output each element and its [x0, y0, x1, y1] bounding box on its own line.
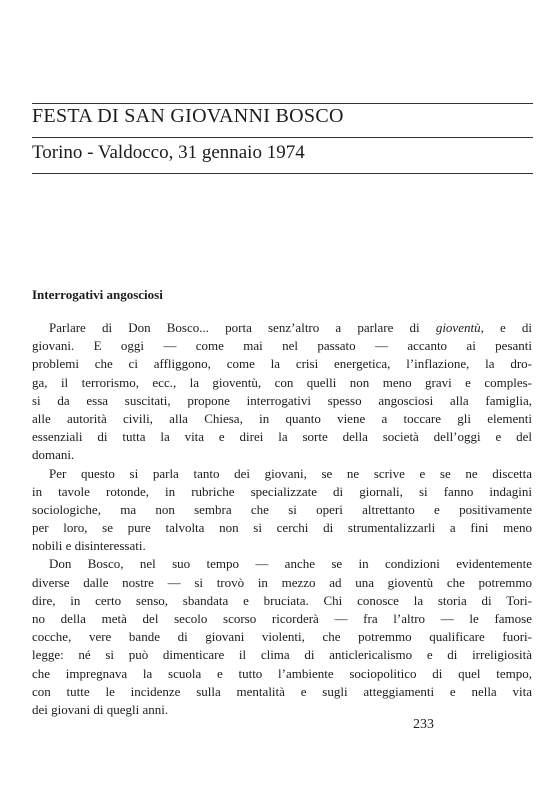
body-line: diverse dalle nostre — si trovò in mezzo ad una gioventù che potremmo [32, 574, 532, 590]
body-line: legge: né si può dimenticare il clima di anticlericalismo e di irreligiosità [32, 647, 532, 663]
page-number: 233 [413, 717, 434, 732]
header-top-rule [32, 103, 533, 104]
body-line: che impregnava la scuola e tutto l’ambiente sociopolitico di quel tempo, [32, 665, 532, 681]
body-line: essenziali di tutta la vita e direi la sorte della società dell’oggi e del [32, 429, 532, 445]
header-middle-rule [32, 137, 533, 138]
body-line: dei giovani di quegli anni. [32, 701, 169, 717]
page-title: FESTA DI SAN GIOVANNI BOSCO [32, 105, 344, 127]
body-line: alle autorità civili, alla Chiesa, in quanto viene a toccare gli elementi [32, 410, 532, 426]
body-line: nobili e disinteressati. [32, 538, 146, 554]
body-line: con tutte le incidenze sulla mentalità e sugli atteggiamenti e nella vita [32, 683, 532, 699]
body-line: in tavole rotonde, in rubriche specializzate di giornali, si fanno indagini [32, 483, 532, 499]
body-line: domani. [32, 447, 75, 463]
body-line: Per questo si parla tanto dei giovani, se ne scrive e se ne discetta [49, 465, 532, 481]
emphasized-word: gioventù [435, 320, 481, 335]
body-line: ga, il terrorismo, ecc., la gioventù, con quelli non meno gravi e comples- [32, 374, 532, 390]
body-text [32, 319, 532, 719]
body-line: per loro, se pure talvolta non si cerchi di strumentalizzarli a fini meno [32, 520, 532, 536]
body-line: giovani. E oggi — come mai nel passato — accanto ai pesanti [32, 338, 532, 354]
header-bottom-rule [32, 173, 533, 174]
body-line: dire, in certo senso, sbandata e bruciata. Chi conosce la storia di Tori- [32, 592, 532, 608]
body-line: cocche, vere bande di giovani violenti, che potremmo qualificare fuori- [32, 629, 532, 645]
body-line: problemi che ci affliggono, come la crisi energetica, l’inflazione, la dro- [32, 356, 532, 372]
body-line: no della metà del secolo scorso ricorderà — fra l’altro — le famose [32, 611, 532, 626]
body-line: Don Bosco, nel suo tempo — anche se in condizioni evidentemente [49, 556, 532, 572]
body-line: si da essa suscitati, propone interrogativi spesso angosciosi alla famiglia, [32, 392, 532, 408]
page-subtitle: Torino - Valdocco, 31 gennaio 1974 [32, 142, 305, 163]
body-line: Parlare di Don Bosco... porta senz’altro a parlare di gioventù, e di [49, 320, 533, 335]
section-heading: Interrogativi angosciosi [32, 287, 163, 302]
body-line: sociologiche, ma non sembra che si operi altrettanto e positivamente [32, 501, 532, 517]
